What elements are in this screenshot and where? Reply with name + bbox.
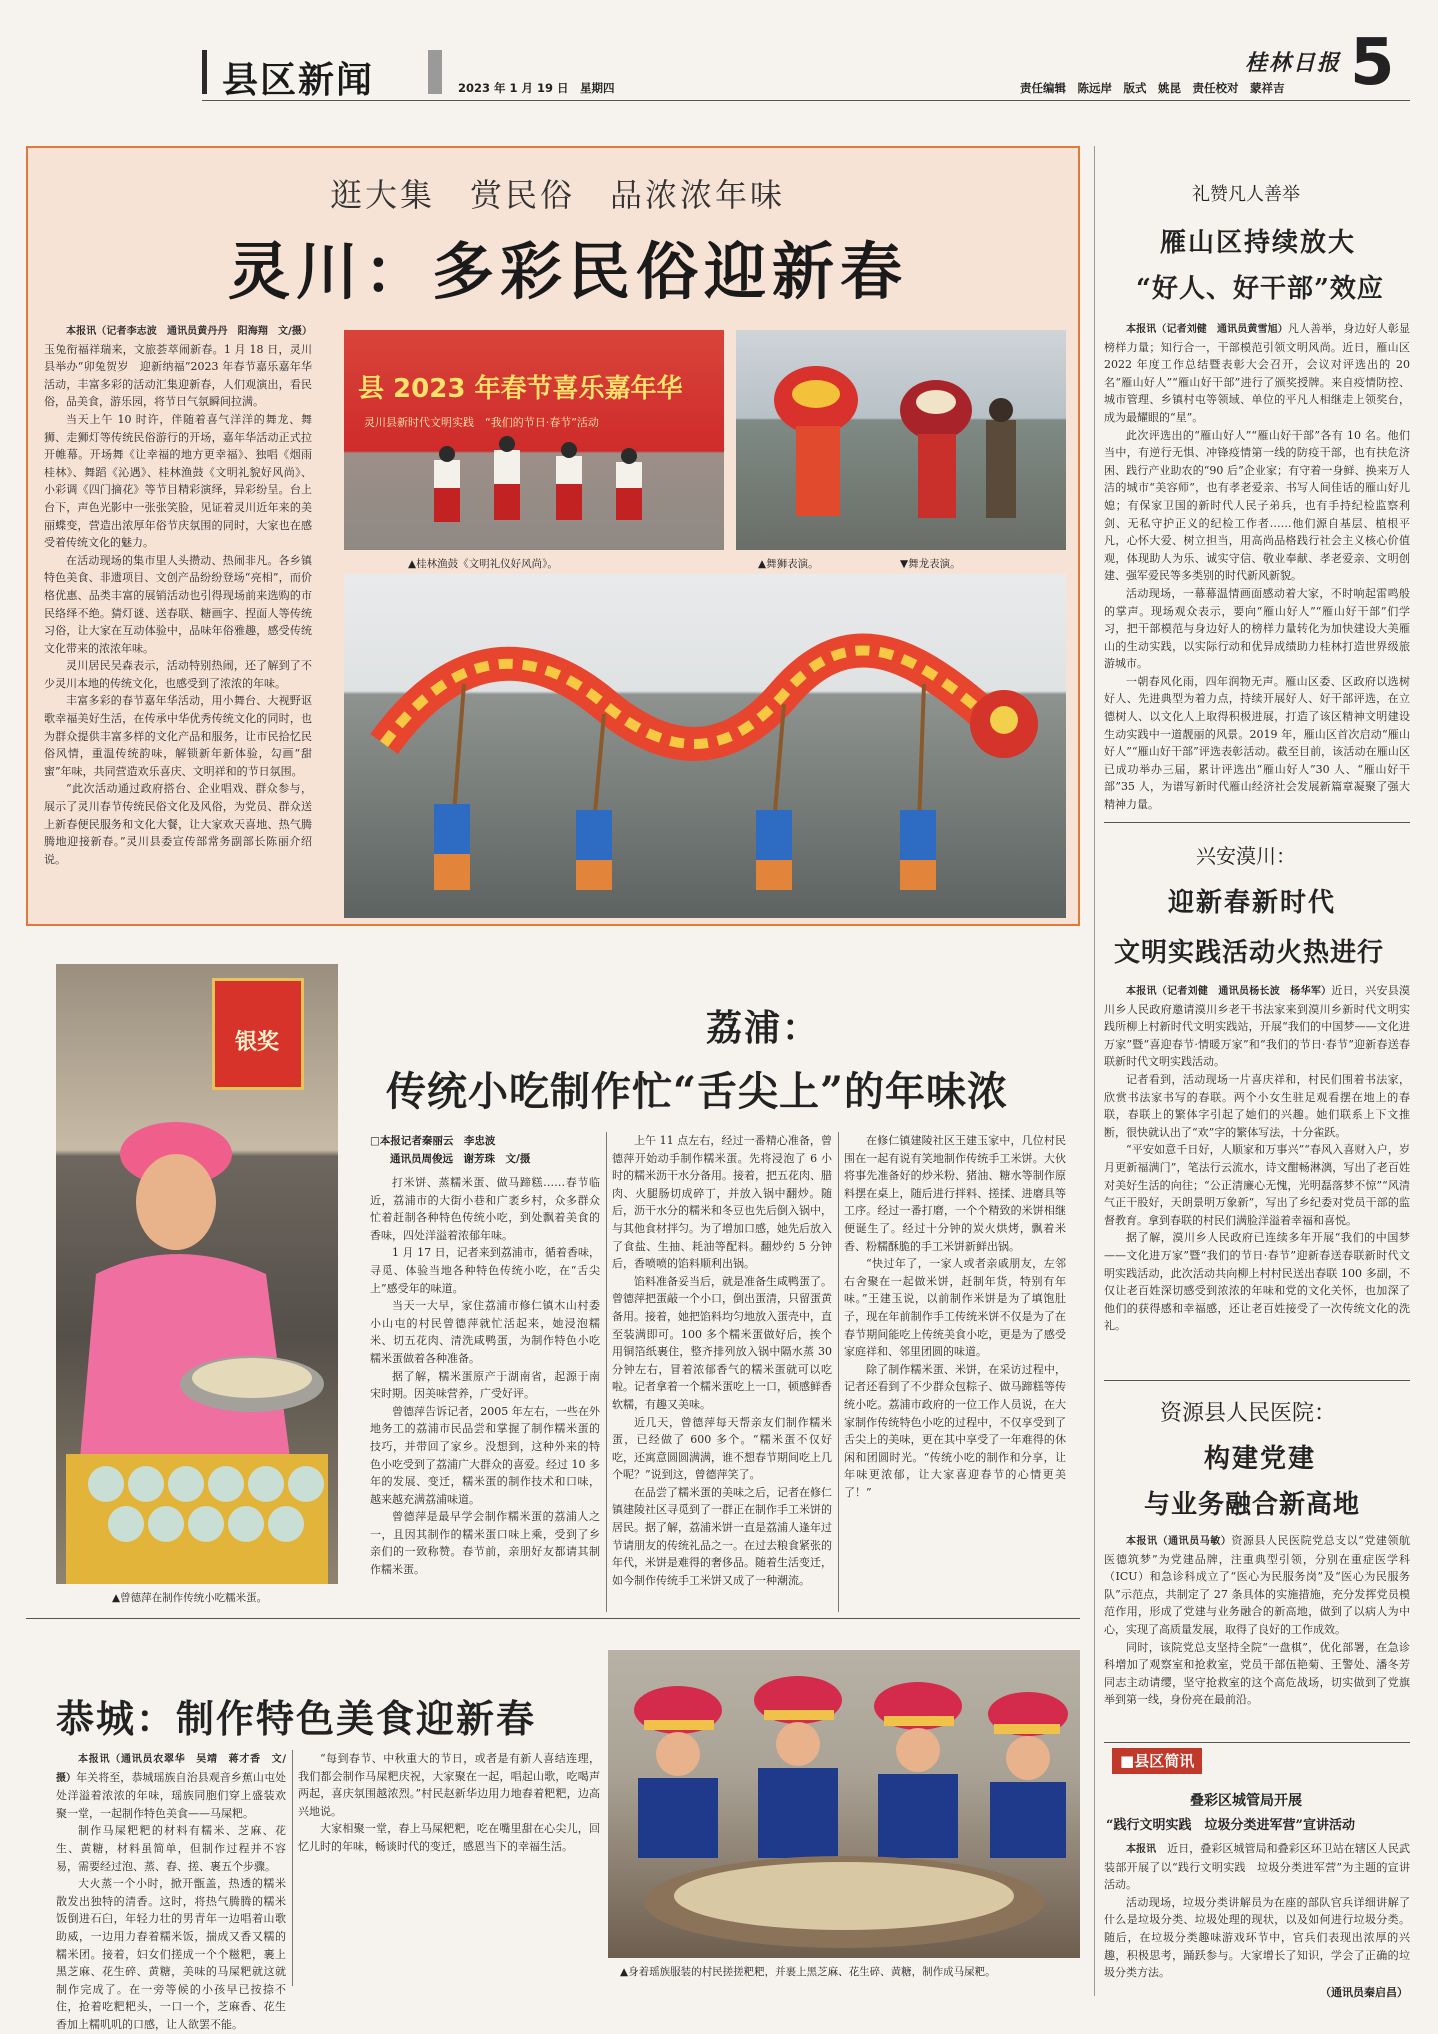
yao-women-figures <box>608 1650 1080 1958</box>
photo-fish-drum <box>344 330 724 550</box>
gongcheng-divider <box>292 1750 293 1986</box>
lipu-p13: 除了制作糯米蛋、米饼，在采访过程中，记者还看到了不少群众包粽子、做马蹄糕等传统小吃。荔浦市政府的一位工作人员说，在大家制作传统特色小吃的过程中，不仅享受到了舌尖上的美味，更在其中享受了一年难得的休闲和团圆时光。“传统小吃的制作和分享，让年味更浓郁，让大家喜迎春节的心情更美了！” <box>844 1362 1066 1499</box>
lipu-byline-2: 通讯员周俊远 谢芳珠 文/摄 <box>390 1153 531 1165</box>
brief-byline: 本报讯 <box>1126 1844 1157 1855</box>
lingchuan-p6: “此次活动通过政府搭台、企业唱戏、群众参与，展示了灵川春节传统民俗文化及风俗，为党员、群众送上新春便民服务和文化大餐，让大家欢天喜地、热气腾腾地迎接新春。”灵川县委宣传部常务副部长陈丽介绍说。 <box>44 782 312 866</box>
xingan-p4: 据了解，漠川乡人民政府已连续多年开展“我们的中国梦——文化进万家”暨“我们的节日·春节”迎新春送春联新时代文明实践活动，此次活动共向柳上村村民送出春联 100 多副，不仅让老百姓深切感受到浓浓的年味和党的文化关怀，也加深了他们的获得感和幸福感，还让老百姓接受了一次传统文化的洗礼。 <box>1104 1231 1410 1333</box>
caption-dragon-dance: ▼舞龙表演。 <box>900 558 961 570</box>
brief-sign: （通讯员秦启昌） <box>1320 1986 1408 1999</box>
certificate-text: 银奖 <box>235 1029 280 1055</box>
section-title: 县区新闻 <box>222 59 375 101</box>
photo-lion-dance <box>736 330 1066 550</box>
brief-tag <box>1112 1748 1202 1774</box>
lingchuan-p3: 在活动现场的集市里人头攒动、热闹非凡。各乡镇特色美食、非遗项目、文创产品纷纷登场“亮相”，而价格优惠、品类丰富的展销活动也引得现场前来选购的市民络绎不绝。猜灯谜、送春联、糖画字、捏面人等传统习俗，让大家在互动体验中，品味年俗雅趣，感受传统文化带来的浓浓年味。 <box>44 553 312 655</box>
lipu-p2: 1 月 17 日，记者来到荔浦市，循着香味，寻觅、体验当地各种特色传统小吃，在“舌尖上”感受年的味道。 <box>370 1246 600 1295</box>
lipu-p4: 据了解，糯米蛋原产于湖南省，起源于南宋时期。因美味营养，广受好评。 <box>370 1369 600 1401</box>
yanshan-p2: 此次评选出的“雁山好人”“雁山好干部”各有 10 名。他们当中，有逆行无惧、冲锋疫情第一线的防疫干部，也有扶危济困、践行产业助农的“90 后”企业家；有守着一身鲜、换来万人洁的城市“美容师”，也有孝老爱亲、书写人间佳话的雁山好儿媳；有保家卫国的新时代人民子弟兵，也有手持纪检监察利剑、无私守护正义的纪检工作者……他们源自基层、植根平凡，心怀大爱、树立担当，用高尚品格践行社会主义核心价值观，体现助人为乐、诚实守信、敬业奉献、孝老爱亲、文明创建、强军爱民等多类别的时代新风新貌。 <box>1104 428 1410 583</box>
yanshan-byline: 本报讯（记者刘健 通讯员黄雪旭） <box>1126 324 1288 335</box>
photo-yao-women <box>608 1650 1080 1958</box>
lipu-col3 <box>844 1132 1066 1612</box>
lingchuan-kicker: 逛大集 赏民俗 品浓浓年味 <box>330 176 786 214</box>
lion-dance-figures <box>736 330 1066 550</box>
brief-p1: 近日，叠彩区城管局和叠彩区环卫站在辖区人民武装部开展了以“践行文明实践 垃圾分类进军营”为主题的宣讲活动。 <box>1104 1842 1411 1892</box>
yanshan-bottom-rule <box>1104 822 1410 823</box>
ziyuan-title-2: 与业务融合新高地 <box>1144 1490 1361 1520</box>
lingchuan-title: 灵川：多彩民俗迎新春 <box>228 235 909 308</box>
photo1-banner-text: 县 2023 年春节喜乐嘉年华 <box>358 374 683 404</box>
lipu-p8: 馅料准备妥当后，就是准备生咸鸭蛋了。曾德萍把蛋敲一个小口，倒出蛋清，只留蛋黄备用。接着，她把馅料均匀地放入蛋壳中，直至装满即可。100 多个糯米蛋做好后，挨个用铜箔纸裹住，整齐排列放入锅中隔水蒸 30 分钟左右，冒着浓郁香气的糯米蛋就可以吃啦。记者拿着一个糯米蛋吃上一口，顿感鲜香软糯，有趣又美味。 <box>612 1274 832 1411</box>
photo-dragon-dance <box>344 574 1066 918</box>
yanshan-title-2: “好人、好干部”效应 <box>1136 274 1384 304</box>
lingchuan-p2: 当天上午 10 时许，伴随着喜气洋洋的舞龙、舞狮、走狮灯等传统民俗游行的开场，嘉年华活动正式拉开帷幕。开场舞《让幸福的地方更幸福》、独唱《烟雨桂林》、舞蹈《沁遇》、桂林渔鼓《文明礼貌好风尚》、小彩调《四门摘花》等节目精彩演绎，异彩纷呈。台上台下，声色光影中一张张笑脸，见证着灵川近年来的美丽蝶变，营造出浓厚年俗节庆氛围的同时，大家也在感受着传统文化的魅力。 <box>44 412 312 550</box>
lipu-col2 <box>612 1132 832 1612</box>
cook-figure <box>56 1084 338 1584</box>
gongcheng-title: 恭城：制作特色美食迎新春 <box>56 1696 537 1741</box>
lipu-title: 传统小吃制作忙“舌尖上”的年味浓 <box>386 1068 1009 1115</box>
brief-tag-marker: ■ <box>1120 1752 1135 1770</box>
lipu-p1: 打米饼、蒸糯米蛋、做马蹄糕……春节临近，荔浦市的大街小巷和广袤乡村，众多群众忙着赶制各种特色传统小吃，到处飘着美食的香味，四处洋溢着浓郁年味。 <box>370 1176 600 1242</box>
yanshan-p3: 活动现场，一幕幕温情画面感动着大家，不时响起雷鸣般的掌声。现场观众表示，要向“雁山好人”“雁山好干部”们学习，把干部模范与身边好人的榜样力量转化为加快建设大美雁山的生动实践，以实际行动和优异成绩助力桂林打造世界级旅游城市。 <box>1104 586 1410 671</box>
lipu-col-divider-1 <box>606 1132 607 1612</box>
caption-yao-women: ▲身着瑶族服装的村民搓搓粑粑，并裹上黑芝麻、花生碎、黄糖，制作成马屎粑。 <box>620 1966 996 1978</box>
xingan-title-1: 迎新春新时代 <box>1168 888 1337 918</box>
lipu-p10: 在品尝了糯米蛋的美味之后，记者在修仁镇建陵社区寻觅到了一群正在制作手工米饼的居民。据了解，荔浦米饼一直是荔浦人逢年过节请朋友的传统礼品之一。在过去粮食紧张的年代，米饼是难得的奢侈品。随着生活变迁，如今制作传统手工米饼又成了一种潮流。 <box>612 1485 832 1587</box>
gongcheng-byline: 本报讯（通讯员农翠华 吴靖 蒋才香 文/摄） <box>56 1754 286 1784</box>
right-column-divider <box>1094 146 1095 1996</box>
ziyuan-kicker: 资源县人民医院： <box>1160 1401 1337 1426</box>
xingan-title-2: 文明实践活动火热进行 <box>1114 938 1385 968</box>
xingan-p2: 记者看到，活动现场一片喜庆祥和，村民们围着书法家，欣赏书法家书写的春联。两个小女生驻足观看摆在地上的春联，春联上的繁体字引起了她们的兴趣。她们联系上下文推断，很快就认出了“欢”字的繁体写法，十分雀跃。 <box>1104 1072 1410 1139</box>
yanshan-kicker: 礼赞凡人善举 <box>1192 184 1300 205</box>
brief-body <box>1104 1840 1410 1980</box>
lipu-byline <box>370 1132 600 1168</box>
ziyuan-body <box>1104 1532 1422 1734</box>
lipu-p3: 当天一大早，家住荔浦市修仁镇木山村委小山屯的村民曾德萍就忙活起来，她浸泡糯米、切五花肉、清洗咸鸭蛋，为制作特色小吃糯米蛋做着各种准备。 <box>370 1299 600 1365</box>
yanshan-p4: 一朝春风化雨，四年润物无声。雁山区委、区政府以选树好人、先进典型为着力点，持续开展好人、好干部评选，在立德树人、以文化人上取得积极进展，打造了该区精神文明建设生动实践中一道靓丽的风景。2019 年，雁山区首次启动“雁山好人”“雁山好干部”评选表彰活动。截至目前，该活动在雁山区已成功举办三届，累计评选出“雁山好人”30 人、“雁山好干部”35 人，为谱写新时代雁山经济社会发展新篇章凝聚了强大精神力量。 <box>1104 674 1410 812</box>
lingchuan-byline: 本报讯（记者李志波 通讯员黄丹丹 阳海翔 文/摄） <box>66 326 312 337</box>
lipu-bottom-rule <box>26 1618 1080 1619</box>
lingchuan-p1: 玉兔衔福祥瑞来，文旅荟萃闹新春。1 月 18 日，灵川县举办“卯兔贺岁 迎新纳福”2023 年春节嘉乐嘉年华活动，丰富多彩的活动汇集迎新春，人们观演出，看民俗，品美食，游乐园，将节日气氛瞬间拉满。 <box>44 342 312 409</box>
lipu-p12: “快过年了，一家人或者亲戚朋友，左邻右舍聚在一起做米饼，赶制年货，特别有年味。”王建玉说，以前制作米饼是为了填饱肚子，现在年前制作手工传统米饼不仅是为了在春节期间能吃上传统美食小吃，更是为了感受家庭祥和、邻里团圆的味道。 <box>844 1257 1066 1359</box>
paper-name: 桂林日报 <box>1245 50 1342 76</box>
ziyuan-byline: 本报讯（通讯员马敏） <box>1126 1536 1232 1547</box>
lingchuan-body <box>44 322 312 918</box>
gongcheng-p5: 大家相聚一堂，舂上马屎粑粑，吃在嘴里甜在心尖儿，回忆儿时的年味，畅谈时代的变迁，感恩当下的幸福生活。 <box>298 1822 600 1853</box>
xingan-p1: 近日，兴安县漠川乡人民政府邀请漠川乡老干书法家来到漠川乡新时代文明实践所柳上村新时代文明实践站，开展“我们的中国梦——文化进万家”暨“喜迎春节·情暖万家”和“我们的节日·春节”迎新春送春联新时代文明实践活动。 <box>1104 984 1411 1069</box>
header-rule <box>202 100 1410 101</box>
lipu-p9: 近几天，曾德萍每天帮亲友们制作糯米蛋，已经做了 600 多个。“糯米蛋不仅好吃，还寓意圆圆满满，谁不想春节期间吃上几个呢？”说到这，曾德萍笑了。 <box>612 1415 832 1482</box>
lipu-col-divider-2 <box>838 1132 839 1612</box>
dragon-figures <box>344 574 1066 918</box>
lipu-byline-1: □本报记者秦丽云 李忠波 <box>370 1135 496 1147</box>
gongcheng-p2: 制作马屎粑粑的材料有糯米、芝麻、花生、黄糖，材料虽简单，但制作过程并不容易，需要经过泡、蒸、舂、搓、裹五个步骤。 <box>56 1824 286 1873</box>
yanshan-title-1: 雁山区持续放大 <box>1160 228 1357 258</box>
brief-p2: 活动现场，垃圾分类讲解员为在座的部队官兵详细讲解了什么是垃圾分类、垃圾处理的现状，以及如何进行垃圾分类。随后，在垃圾分类趣味游戏环节中，官兵们表现出浓厚的兴趣，积极思考，踊跃参与。大家增长了知识，学会了正确的垃圾分类方法。 <box>1104 1895 1410 1980</box>
brief-title: “践行文明实践 垃圾分类进军营”宣讲活动 <box>1106 1818 1355 1833</box>
staff-credits: 责任编辑 陈远岸 版式 姚昆 责任校对 蒙祥吉 <box>1020 81 1285 95</box>
page-number: 5 <box>1350 26 1395 100</box>
ziyuan-title-1: 构建党建 <box>1204 1444 1317 1474</box>
brief-top-rule <box>1104 1742 1410 1743</box>
brief-tag-text: 县区简讯 <box>1134 1752 1195 1770</box>
lingchuan-p5: 丰富多彩的春节嘉年华活动，用小舞台、大视野讴歌幸福美好生活，在传承中华优秀传统文化的同时，也为群众提供丰富多样的文化产品和服务，让市民拾忆民俗风情，重温传统韵味，解锁新年新体验，勾画“甜蜜”年味，共同营造欢乐喜庆、文明祥和的节日氛围。 <box>44 694 312 778</box>
section-bar <box>202 50 207 94</box>
xingan-body <box>1104 982 1410 1374</box>
xingan-p3: “平安如意千日好，人顺家和万事兴”“春风入喜财入户，岁月更新福满门”，笔法行云流水，诗文酣畅淋漓，写出了老百姓对美好生活的向往；“公正清廉心无愧，光明磊落梦不惊”“风清气正干股好，天朗景明万象新”，写出了乡纪委对党员干部的监督教育。拿到春联的村民们满脸洋溢着幸福和喜悦。 <box>1104 1143 1410 1227</box>
photo-zeng-deping <box>56 964 338 1584</box>
caption-zeng-deping: ▲曾德萍在制作传统小吃糯米蛋。 <box>112 1592 268 1604</box>
lipu-p11: 在修仁镇建陵社区王建玉家中，几位村民围在一起有说有笑地制作传统手工米饼。大伙将事先准备好的炒米粉、猪油、糖水等制作原料摆在桌上，随后进行拌料、搓揉、进磨具等工序。经过一番打磨，一个个精致的米饼相继便诞生了。经过十分钟的炭火烘烤，飘着米香、粉糯酥脆的手工米饼新鲜出锅。 <box>844 1134 1066 1253</box>
ziyuan-p1: 资源县人民医院党总支以“党建领航 医德筑梦”为党建品牌，注重典型引领，分别在重症医学科（ICU）和急诊科成立了“医心为民服务岗”及“医心为民服务队”示范点，共制定了 27 条具体的实施措施，充分发挥党员模范作用，形成了党建与业务融合的新高地，做到了以病人为中心，实现了高质量发展，取得了良好的工作成效。 <box>1104 1534 1422 1636</box>
caption-lion-dance: ▲舞狮表演。 <box>758 558 819 570</box>
yanshan-body <box>1104 320 1410 814</box>
lipu-p6: 曾德萍是最早学会制作糯米蛋的荔浦人之一，且因其制作的糯米蛋口味上乘，受到了乡亲们的一致称赞。春节前，亲朋好友都请其制作糯米蛋。 <box>370 1510 600 1577</box>
issue-date: 2023 年 1 月 19 日 星期四 <box>458 81 615 95</box>
photo1-performers <box>344 440 724 550</box>
xingan-byline: 本报讯（记者刘健 通讯员杨长波 杨华军） <box>1126 986 1332 997</box>
lingchuan-p4: 灵川居民吴森表示，活动特别热闹，还了解到了不少灵川本地的传统文化，也感受到了浓浓的年味。 <box>44 659 312 690</box>
yanshan-p1: 凡人善举，身边好人彰显榜样力量；知行合一，干部模范引领文明风尚。近日，雁山区 2022 年度工作总结暨表彰大会召开，会议对评选出的 20 名“雁山好人”“雁山好干部”进行了颁奖授牌。来自疫情防控、城市管理、乡镇村屯等领域、单位的平凡人相继走上领奖台，成为最耀眼的“星”。 <box>1104 322 1411 424</box>
masthead <box>0 0 1438 116</box>
brief-kicker: 叠彩区城管局开展 <box>1190 1793 1302 1809</box>
xingan-bottom-rule <box>1104 1380 1410 1381</box>
lipu-p5: 曾德萍告诉记者，2005 年左右，一些在外地务工的荔浦市民品尝和掌握了制作糯米蛋的技巧，并带回了家乡。没想到，这种外来的特色小吃受到了荔浦广大群众的喜爱。经过 10 多年的发展、变迁，糯米蛋的制作技术和口味，越来越充满荔浦味道。 <box>370 1404 600 1506</box>
certificate <box>212 978 304 1090</box>
lipu-p7: 上午 11 点左右，经过一番精心准备，曾德萍开始动手制作糯米蛋。先将浸泡了 6 小时的糯米沥干水分备用。接着，把五花肉、腊肉、火腿肠切成碎丁，并放入锅中翻炒。随后，沥干水分的糯米和冬豆也先后倒入锅中，与其他食材拌匀。为了增加口感，她先后放入了食盐、生抽、耗油等配料。翻炒约 5 分钟后，香喷喷的馅料顺利出锅。 <box>612 1134 832 1271</box>
lipu-place: 荔浦： <box>706 1007 821 1049</box>
xingan-kicker: 兴安漠川： <box>1196 844 1296 868</box>
gongcheng-col1 <box>56 1750 287 2031</box>
section-bar-right <box>428 50 442 94</box>
ziyuan-p2: 同时，该院党总支坚持全院“一盘棋”，优化部署，在急诊科增加了观察室和抢救室，党员干部伍艳菊、王警处、潘冬芳同志主动请缨，坚守抢救室的这个高危战场，切实做到了党旗举到第一线，身份亮在最前沿。 <box>1104 1640 1410 1707</box>
gongcheng-col2 <box>298 1750 600 1986</box>
gongcheng-p3: 大火蒸一个小时，掀开甑盖，热透的糯米散发出独特的清香。这时，将热气腾腾的糯米饭倒进石臼，年轻力壮的男青年一边唱着山歌助威，一边用力舂着糯米饭，揣成又香又糯的糯米团。接着，妇女们搓成一个个糍粑，裹上黑芝麻、花生碎、黄糖，美味的马屎粑就这就制作完成了。在一旁等候的小孩早已按捺不住，抢着吃粑粑头，一口一个，芝麻香、花生香加上糯叽叽的口感，让人欲罢不能。 <box>56 1877 286 2031</box>
lipu-col1 <box>370 1174 600 1612</box>
photo1-banner-sub: 灵川县新时代文明实践 “我们的节日·春节”活动 <box>364 416 599 429</box>
gongcheng-p4: “每到春节、中秋重大的节日，或者是有新人喜结连理，我们都会制作马屎粑庆祝，大家聚在一起，唱起山歌，吃喝声两起，喜庆氛围越浓烈。”村民赵新华边用力地舂着粑粑，边高兴地说。 <box>298 1752 600 1818</box>
caption-fish-drum: ▲桂林渔鼓《文明礼仪好风尚》。 <box>408 558 558 570</box>
gongcheng-p1: 年关将至，恭城瑶族自治县观音乡蕉山屯处处洋溢着浓浓的年味，瑶族同胞们穿上盛装欢聚一堂，一起制作特色美食——马屎粑。 <box>56 1770 287 1820</box>
